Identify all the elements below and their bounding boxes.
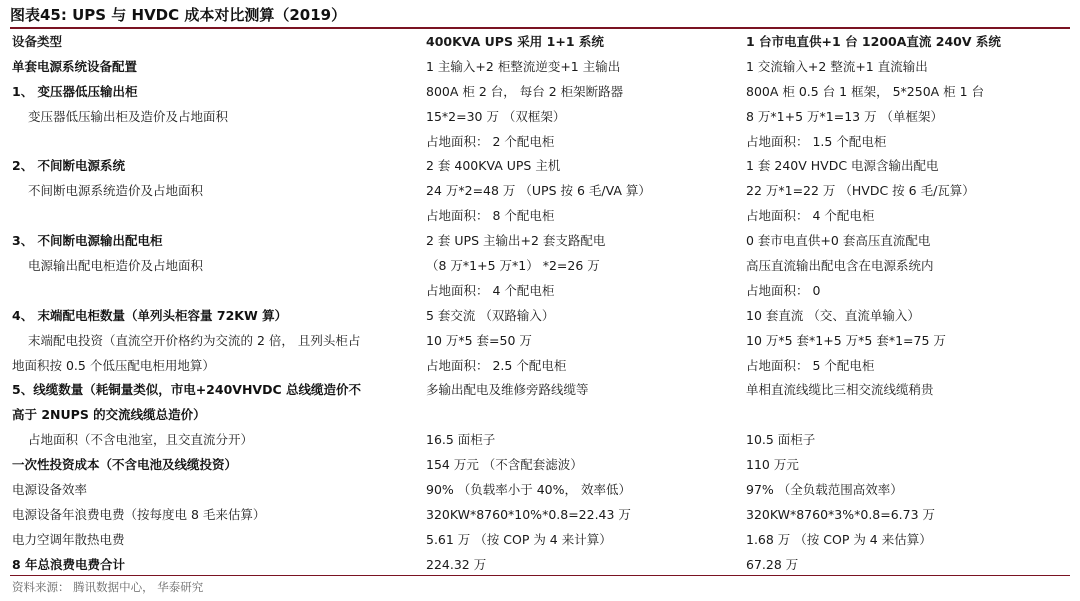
row-label: 变压器低压输出柜及造价及占地面积: [28, 108, 229, 124]
row-label: 3、 不间断电源输出配电柜: [12, 233, 163, 249]
row-label: 8 年总浪费电费合计: [12, 556, 126, 572]
row-label: 地面积按 0.5 个低压配电柜用地算）: [12, 357, 215, 373]
table-row: [10, 553, 1070, 578]
ups-cell: （8 万*1+5 万*1） *2=26 万: [426, 258, 600, 274]
table-row: [10, 304, 1070, 329]
table-row: [10, 428, 1070, 453]
row-label: 电源设备年浪费电费（按每度电 8 毛来估算）: [12, 506, 266, 522]
hvdc-cell: 110 万元: [746, 457, 799, 473]
row-label: [12, 130, 417, 155]
row-label: 占地面积（不含电池室，且交直流分开）: [28, 432, 254, 448]
header-cell: 1 台市电直供+1 台 1200A直流 240V 系统: [746, 34, 1001, 49]
comparison-table: [10, 30, 1070, 578]
header-cell: 设备类型: [12, 34, 63, 49]
ups-cell: 5.61 万 （按 COP 为 4 来计算）: [426, 531, 612, 547]
hvdc-cell: 1 套 240V HVDC 电源含输出配电: [746, 158, 939, 174]
ups-cell: 2 套 UPS 主输出+2 套支路配电: [426, 233, 606, 249]
hvdc-cell: 高压直流输出配电含在电源系统内: [746, 258, 934, 274]
ups-cell: 5 套交流 （双路输入）: [426, 307, 555, 323]
row-label: 末端配电投资（直流空开价格约为交流的 2 倍， 且列头柜占: [28, 332, 361, 348]
table-row: [10, 329, 1070, 354]
ups-cell: 1 主输入+2 柜整流逆变+1 主输出: [426, 58, 621, 74]
table-row: [10, 130, 1070, 155]
table-row: [10, 503, 1070, 528]
header-cell: 400KVA UPS 采用 1+1 系统: [426, 34, 604, 49]
hvdc-cell: 0 套市电直供+0 套高压直流配电: [746, 233, 931, 249]
row-label: 2、 不间断电源系统: [12, 158, 126, 174]
hvdc-cell: 10.5 面柜子: [746, 432, 816, 448]
table-row: [10, 279, 1070, 304]
table-row: [10, 378, 1070, 403]
row-label: 5、线缆数量（耗铜量类似，市电+240VHVDC 总线缆造价不: [12, 382, 361, 398]
hvdc-cell: 320KW*8760*3%*0.8=6.73 万: [746, 506, 936, 522]
ups-cell: 2 套 400KVA UPS 主机: [426, 158, 561, 174]
row-label: 一次性投资成本（不含电池及线缆投资）: [12, 457, 238, 473]
row-label: 电力空调年散热电费: [12, 531, 125, 547]
hvdc-cell: 22 万*1=22 万 （HVDC 按 6 毛/瓦算）: [746, 183, 975, 199]
hvdc-cell: 10 套直流 （交、直流单输入）: [746, 307, 920, 323]
row-label: 电源输出配电柜造价及占地面积: [28, 258, 204, 274]
hvdc-cell: 97% （全负载范围高效率）: [746, 482, 903, 498]
ups-cell: 15*2=30 万 （双框架）: [426, 108, 566, 124]
table-row: [10, 154, 1070, 179]
table-row: [10, 229, 1070, 254]
row-label: 4、 末端配电柜数量（单列头柜容量 72KW 算）: [12, 307, 288, 323]
table-row: [10, 80, 1070, 105]
table-row: [10, 204, 1070, 229]
figure-title: 图表45: UPS 与 HVDC 成本对比测算（2019）: [10, 6, 347, 24]
table-row: [10, 354, 1070, 379]
hvdc-cell: 8 万*1+5 万*1=13 万 （单框架）: [746, 108, 944, 124]
ups-cell: 800A 柜 2 台， 每台 2 柜架断路器: [426, 83, 624, 99]
hvdc-cell: 800A 柜 0.5 台 1 框架， 5*250A 柜 1 台: [746, 83, 985, 99]
row-label: 高于 2NUPS 的交流线缆总造价）: [12, 407, 206, 423]
ups-cell: 90% （负载率小于 40%， 效率低）: [426, 482, 631, 498]
table-row: [10, 179, 1070, 204]
bottom-rule: [10, 575, 1070, 576]
source-note: 资料来源： 腾讯数据中心， 华泰研究: [12, 580, 204, 594]
hvdc-cell: [746, 403, 1066, 428]
row-label: [12, 279, 417, 304]
ups-cell: 占地面积： 2 个配电柜: [426, 133, 555, 149]
hvdc-cell: 占地面积： 0: [746, 282, 821, 298]
table-row: [10, 105, 1070, 130]
hvdc-cell: 1 交流输入+2 整流+1 直流输出: [746, 58, 928, 74]
ups-cell: 10 万*5 套=50 万: [426, 332, 532, 348]
row-label: 单套电源系统设备配置: [12, 58, 138, 74]
ups-cell: [426, 403, 744, 428]
ups-cell: 154 万元 （不含配套滤波）: [426, 457, 583, 473]
ups-cell: 320KW*8760*10%*0.8=22.43 万: [426, 506, 631, 522]
hvdc-cell: 占地面积： 5 个配电柜: [746, 357, 875, 373]
hvdc-cell: 67.28 万: [746, 556, 799, 572]
table-row: [10, 478, 1070, 503]
ups-cell: 占地面积： 4 个配电柜: [426, 282, 555, 298]
row-label: [12, 204, 417, 229]
table-header-row: [10, 30, 1070, 55]
hvdc-cell: 1.68 万 （按 COP 为 4 来估算）: [746, 531, 932, 547]
hvdc-cell: 占地面积： 4 个配电柜: [746, 208, 875, 224]
row-label: 不间断电源系统造价及占地面积: [28, 183, 204, 199]
hvdc-cell: 单相直流线缆比三相交流线缆稍贵: [746, 382, 934, 398]
ups-cell: 24 万*2=48 万 （UPS 按 6 毛/VA 算）: [426, 183, 651, 199]
top-rule: [10, 27, 1070, 29]
ups-cell: 占地面积： 8 个配电柜: [426, 208, 555, 224]
table-row: [10, 453, 1070, 478]
ups-cell: 16.5 面柜子: [426, 432, 496, 448]
table-row: [10, 254, 1070, 279]
hvdc-cell: 10 万*5 套*1+5 万*5 套*1=75 万: [746, 332, 946, 348]
table-row: [10, 403, 1070, 428]
row-label: 电源设备效率: [12, 482, 88, 498]
ups-cell: 多输出配电及维修旁路线缆等: [426, 382, 589, 398]
ups-cell: 224.32 万: [426, 556, 487, 572]
row-label: 1、 变压器低压输出柜: [12, 83, 138, 99]
table-row: [10, 55, 1070, 80]
table-row: [10, 528, 1070, 553]
ups-cell: 占地面积： 2.5 个配电柜: [426, 357, 567, 373]
hvdc-cell: 占地面积： 1.5 个配电柜: [746, 133, 887, 149]
